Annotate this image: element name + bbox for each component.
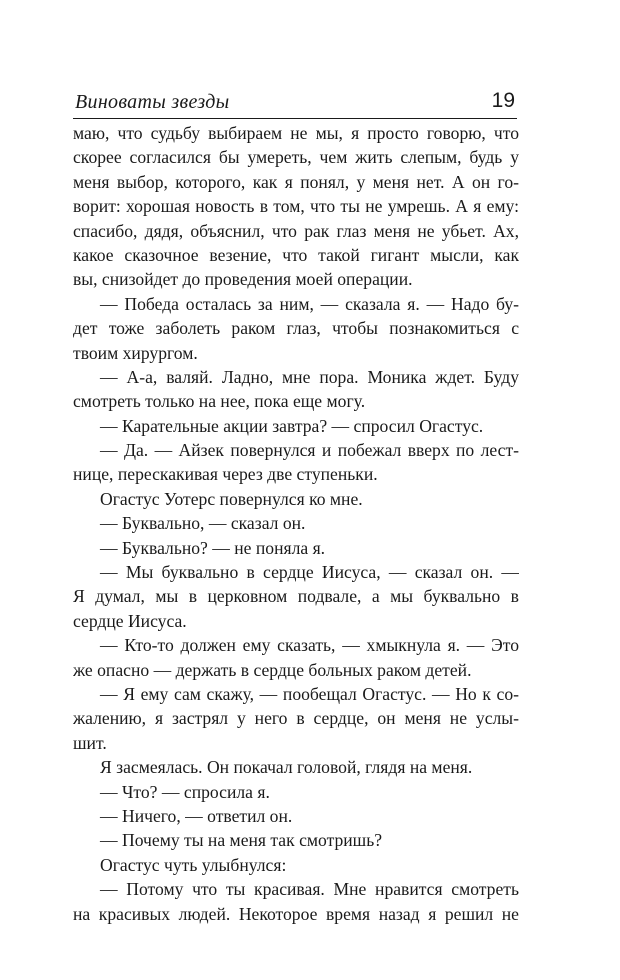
text-line: скорее согласился бы умереть, чем жить слепым, будь у [73, 147, 519, 168]
text-line: — Карательные акции завтра? — спросил Огастус. [100, 415, 484, 436]
text-line: нице, перескакивая через две ступеньки. [73, 464, 378, 485]
text-line: — Почему ты на меня так смотришь? [100, 830, 383, 851]
text-line: Огастус Уотерс повернулся ко мне. [100, 488, 363, 509]
text-line: смотреть только на нее, пока еще могу. [73, 391, 366, 412]
text-line: — А-а, валяй. Ладно, мне пора. Моника ждет. Буду [100, 366, 519, 387]
text-line: — Победа осталась за ним, — сказала я. — Надо бу- [100, 293, 519, 314]
text-line: шит. [73, 732, 107, 753]
text-line: же опасно — держать в сердце больных раком детей. [73, 659, 472, 680]
page-number: 19 [491, 89, 515, 112]
text-line: ворит: хорошая новость в том, что ты не умрешь. А я ему: [73, 196, 519, 217]
body-text [73, 121, 519, 926]
text-line: маю, что судьбу выбираем не мы, я просто говорю, что [73, 123, 519, 143]
text-line: спасибо, дядя, объяснил, что рак глаз меня не убьет. Ах, [73, 220, 519, 241]
text-line: жалению, я застрял у него в сердце, он меня не услы- [73, 708, 519, 729]
text-line: — Буквально? — не поняла я. [100, 537, 326, 558]
text-line: — Мы буквально в сердце Иисуса, — сказал он. — [100, 562, 519, 583]
text-line: — Потому что ты красивая. Мне нравится смотреть [100, 879, 519, 900]
text-line: дет тоже заболеть раком глаз, чтобы познакомиться с [73, 318, 519, 339]
text-line: — Буквально, — сказал он. [100, 513, 306, 534]
running-title: Виноваты звезды [75, 91, 230, 113]
text-line: — Да. — Айзек повернулся и побежал вверх по лест- [100, 440, 519, 461]
text-line: — Я ему сам скажу, — пообещал Огастус. — Но к со- [100, 683, 519, 704]
text-line: меня выбор, которого, как я понял, у меня нет. А он го- [73, 171, 519, 192]
text-line: сердце Иисуса. [73, 610, 187, 631]
text-line: твоим хирургом. [73, 342, 198, 363]
text-line: Я думал, мы в церковном подвале, а мы буквально в [73, 586, 519, 607]
text-line: на красивых людей. Некоторое время назад я решил не [73, 903, 519, 924]
text-line: — Кто-то должен ему сказать, — хмыкнула я. — Это [100, 635, 519, 656]
text-line: — Ничего, — ответил он. [100, 805, 293, 826]
text-line: Огастус чуть улыбнулся: [100, 854, 287, 875]
text-line: Я засмеялась. Он покачал головой, глядя на меня. [100, 757, 473, 778]
text-line: вы, снизойдет до проведения моей операции. [73, 269, 413, 290]
running-header [73, 88, 517, 119]
text-line: — Что? — спросила я. [100, 781, 270, 802]
text-line: какое сказочное везение, что такой гигант мысли, как [73, 244, 519, 265]
